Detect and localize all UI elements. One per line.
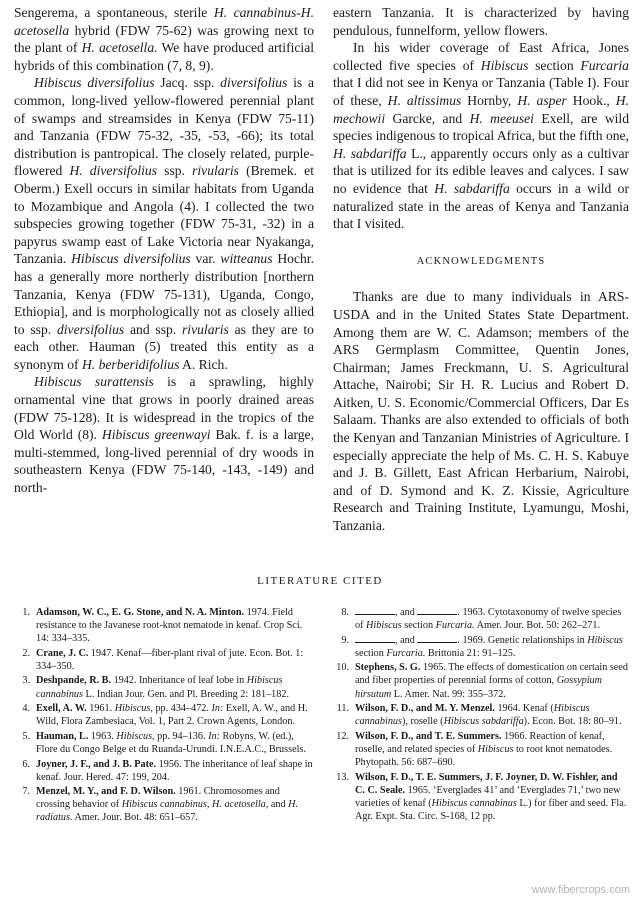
watermark: www.fibercrops.com: [531, 884, 630, 896]
reference-item: [14, 606, 314, 645]
references-right-column: [333, 606, 629, 825]
reference-number: 4.: [22, 703, 30, 715]
species-name: Hibiscus cannabinus: [355, 703, 590, 728]
reference-text: section: [355, 647, 387, 659]
reference-authors: Adamson, W. C., E. G. Stone, and N. A. Minton.: [36, 607, 245, 618]
genus-name: Hibiscus,: [114, 703, 153, 715]
text-run: L., apparently occurs only as a cultivar that is utilized for its edible leaves and calyces. I saw no evidence that: [333, 145, 630, 196]
reference-authors: Crane, J. C.: [36, 647, 89, 659]
reference-text: 1942. Inheritance of leaf lobe in: [111, 675, 247, 687]
text-run: and ssp.: [124, 321, 183, 337]
reference-number: 3.: [22, 675, 30, 687]
species-name: H. altissimus: [387, 92, 462, 108]
ditto-rule: [417, 606, 457, 615]
reference-text: . 1963. Cytotaxonomy of twelve species of: [355, 607, 622, 632]
reference-number: 8.: [341, 607, 349, 618]
reference-text: pp. 94–136.: [154, 730, 209, 742]
reference-text: Exell, A. W., and H. Wild, Flora Zambesiaca, Vol. 1, Part 2. Crown Agents, London.: [36, 703, 308, 728]
ditto-rule: [355, 634, 395, 643]
text-run: In his wider coverage of East Africa, Jones collected five species of: [333, 40, 629, 73]
reference-text: L.) for fiber and seed. Fla. Agr. Expt. Sta. Circ. S-168, 12 pp.: [355, 797, 627, 822]
reference-item: [14, 785, 314, 824]
text-run: Jacq. ssp.: [154, 75, 221, 91]
reference-item: [333, 730, 629, 769]
species-name: diversifolius: [56, 321, 125, 337]
species-name: rivularis: [182, 321, 229, 337]
reference-authors: Menzel, M. Y., and F. D. Wilson.: [36, 786, 176, 798]
text-run: Bak. f. is a large, multi-stemmed, long-lived perennial of dry woods in southeastern Kenya (FDW 75-140, -143, -149) and north-: [14, 427, 314, 496]
right-column: [333, 4, 629, 535]
reference-text: , and: [395, 607, 418, 618]
reference-number: 7.: [22, 786, 30, 798]
reference-item: [333, 606, 629, 632]
paragraph: eastern Tanzania. It is characterized by having pendulous, funnelform, yellow flowers.: [333, 5, 629, 38]
section-name: Furcaria.: [386, 647, 426, 659]
text-run: We have produced artificial hybrids of this combination (7, 8, 9).: [14, 40, 315, 73]
text-run: Hornby,: [461, 92, 518, 108]
reference-item: [333, 771, 629, 823]
section-name: Furcaria.: [435, 620, 475, 632]
reference-text: 1947. Kenaf—fiber-plant rival of jute. Econ. Bot. 1: 334–350.: [36, 647, 304, 672]
reference-in: In:: [211, 703, 224, 715]
reference-number: 12.: [336, 730, 349, 742]
species-name: H. sabdariffa: [333, 145, 407, 161]
reference-text: 1965. ‘Everglades 41’ and ‘Everglades 71,’ two new varieties of kenaf (: [355, 784, 621, 809]
acknowledgments-paragraph: Thanks are due to many individuals in ARS-USDA and in the United States State Department. Among them are W. C. Adamson; members of the ARS Germplasm Committee, Quentin Jones, Chairman; James Freckmann, U. S. Agricultural Attache, Nairobi; Sir H. R. Lucius and Robert D. Aitken, U. S. Economic/Commercial Officers, Dar Es Salaam. Thanks are also extended to officials of both the Kenyan and Tanzanian Ministries of Agriculture. I especially appreciate the help of Ms. C. H. S. Kabuye and J. B. Gillett, East African Herbarium, Nairobi, and of D. Symond and K. Z. Kissie, Agriculture Research and Training Institute, Lyamungu, Moshi, Tanzania.: [333, 289, 629, 534]
ditto-rule: [355, 606, 395, 615]
reference-number: 6.: [22, 758, 30, 770]
genus-name: Hibiscus: [480, 57, 529, 73]
species-name: Hibiscus cannabinus, H. acetosella,: [121, 799, 269, 811]
species-name: Hibiscus sabdariffa: [443, 716, 524, 728]
reference-text: Amer. Jour. Bot. 48: 651–657.: [72, 812, 198, 824]
reference-text: section: [401, 620, 436, 632]
reference-item: [333, 634, 629, 660]
text-run: hybrid (FDW 75-62) was growing next to the plant of: [14, 22, 314, 56]
reference-authors: Joyner, J. F., and J. B. Pate.: [36, 758, 157, 770]
text-run: Hook.,: [566, 92, 616, 108]
reference-text: L. Indian Jour. Gen. and Pl. Breeding 2: 181–182.: [82, 688, 289, 700]
reference-number: 11.: [336, 703, 349, 715]
reference-authors: Stephens, S. G.: [355, 662, 421, 674]
text-run: Hochr. has a generally more northerly distribution [northern Tanzania, Kenya (FDW 75-131), Uganda, Congo, Ethiopia], and is morphologically not as closely allied to ssp.: [14, 251, 314, 337]
reference-number: 1.: [22, 607, 30, 618]
species-name: Hibiscus surattensis: [34, 374, 154, 390]
reference-text: 1961.: [86, 703, 115, 715]
text-run: section: [528, 57, 581, 73]
reference-item: [14, 758, 314, 784]
reference-text: to root knot nematodes. Phytopath. 56: 687–690.: [355, 743, 613, 769]
text-run: Garcke, and: [385, 110, 470, 126]
reference-authors: Wilson, F. D., T. E. Summers, J. F. Joyner, D. W. Fishler, and C. C. Seale.: [355, 771, 618, 796]
text-run: Sengerema, a spontaneous, sterile: [14, 5, 214, 20]
reference-text: ). Econ. Bot. 18: 80–91.: [523, 716, 622, 728]
species-name: H. acetosella.: [81, 40, 158, 56]
paragraph: [14, 74, 314, 373]
species-name: H. mechowii: [333, 92, 630, 126]
reference-text: 1966. Reaction of kenaf, roselle, and related species of: [355, 730, 605, 755]
reference-authors: Exell, A. W.: [36, 703, 87, 715]
species-name: Hibiscus greenwayi: [101, 427, 211, 443]
reference-text: 1961. Chromosomes and crossing behavior of: [36, 786, 280, 811]
acknowledgments-heading: ACKNOWLEDGMENTS: [416, 255, 546, 267]
paragraph: [14, 4, 314, 74]
reference-item: [14, 702, 314, 728]
species-name: H. sabdariffa: [434, 180, 510, 196]
reference-text: ), roselle (: [401, 716, 444, 728]
reference-text: . 1969. Genetic relationships in: [457, 634, 588, 646]
references-left-column: [14, 606, 314, 826]
reference-text: Amer. Jour. Bot. 50: 262–271.: [474, 620, 600, 632]
literature-cited-heading: LITERATURE CITED: [257, 575, 383, 587]
species-name: Hibiscus diversifolius: [71, 251, 191, 267]
reference-text: and: [268, 799, 289, 811]
species-name: H. radiatus.: [36, 799, 299, 824]
section-name: Furcaria: [580, 57, 629, 73]
left-column: [14, 4, 314, 497]
reference-number: 2.: [22, 647, 30, 659]
text-run: (Bremek. et Oberm.) Exell occurs in similar habitats from Uganda to Mozambique and Angola (4). I collected the two subspecies growing together (FDW 75-31, -32) in a papyrus swamp east of Lake Victoria near Nyakanga, Tanzania.: [14, 163, 314, 267]
reference-authors: Wilson, F. D., and M. Y. Menzel.: [355, 703, 495, 715]
text-run: occurs in a wild or naturalized state in the areas of Kenya and Tanzania that I visited.: [333, 180, 629, 232]
reference-item: [14, 730, 314, 756]
reference-authors: Hauman, L.: [36, 730, 89, 742]
species-name: H. cannabinus-H. acetosella: [14, 5, 314, 38]
species-name: diversifolius: [220, 75, 288, 91]
species-name: Hibiscus cannabinus: [431, 797, 517, 809]
species-name: witteanus: [220, 251, 273, 267]
species-name: Gossypium hirsutum: [355, 675, 602, 700]
paragraph: [14, 373, 314, 496]
genus-name: Hibiscus,: [116, 730, 155, 742]
species-name: H. diversifolius: [69, 163, 158, 179]
reference-text: Brittonia 21: 91–125.: [425, 647, 516, 659]
reference-item: [333, 702, 629, 728]
text-run: Exell, are wild species indigenous to tropical Africa, but the fifth one,: [333, 110, 629, 144]
genus-name: Hibiscus: [477, 743, 514, 755]
reference-text: 1965. The effects of domestication on certain seed and fiber properties of perennial forms of cotton,: [355, 662, 628, 687]
text-run: ssp.: [157, 163, 193, 179]
reference-text: 1974. Field resistance to the Javanese root-knot nematode in kenaf. Crop Sci. 14: 334–335.: [36, 607, 303, 645]
genus-name: Hibiscus: [587, 634, 623, 646]
reference-authors: Deshpande, R. B.: [36, 675, 112, 687]
reference-text: 1963.: [88, 730, 117, 742]
reference-authors: Wilson, F. D., and T. E. Summers.: [355, 730, 502, 742]
text-run: A. Rich.: [179, 356, 228, 372]
reference-text: pp. 434–472.: [152, 703, 212, 715]
text-run: var.: [190, 251, 221, 267]
species-name: H. asper: [517, 92, 567, 108]
text-run: as they are to each other. Hauman (5) treated this entity as a synonym of: [14, 321, 314, 372]
reference-text: 1956. The inheritance of leaf shape in kenaf. Jour. Hered. 47: 199, 204.: [36, 758, 313, 783]
genus-name: Hibiscus: [366, 620, 402, 632]
reference-in: In:: [208, 730, 220, 742]
species-name: Hibiscus diversifolius: [34, 75, 155, 91]
reference-text: 1964. Kenaf (: [494, 703, 554, 715]
paragraph: [333, 39, 629, 233]
reference-item: [14, 647, 314, 673]
reference-item: [14, 674, 314, 700]
reference-item: [333, 661, 629, 700]
species-name: rivularis: [192, 163, 239, 179]
reference-text: , and: [395, 634, 418, 646]
reference-text: Robyns, W. (ed.), Flore du Congo Belge et du Ruanda-Urundi. I.N.E.A.C., Brussels.: [36, 730, 306, 755]
reference-text: L. Amer. Nat. 99: 355–372.: [391, 688, 506, 700]
text-run: is a common, long-lived yellow-flowered perennial plant of swamps and streamsides in Kenya (FDW 75-11) and Tanzania (FDW 75-32, -35, -53, -66); its total distribution is pantropical. The closely related, purple-flowered: [14, 75, 314, 179]
reference-number: 5.: [22, 730, 30, 742]
text-run: is a sprawling, highly ornamental vine that grows in poorly drained areas (FDW 75-128). It is widespread in the tropics of the Old World (8).: [14, 374, 314, 443]
reference-number: 9.: [341, 634, 349, 646]
species-name: H. meeusei: [469, 110, 534, 126]
text-run: that I did not see in Kenya or Tanzania (Table I). Four of these,: [333, 75, 629, 108]
reference-number: 10.: [336, 662, 349, 674]
species-name: H. berberidifolius: [81, 356, 180, 372]
reference-number: 13.: [336, 771, 349, 783]
ditto-rule: [417, 634, 457, 643]
species-name: Hibiscus cannabinus: [36, 675, 283, 700]
